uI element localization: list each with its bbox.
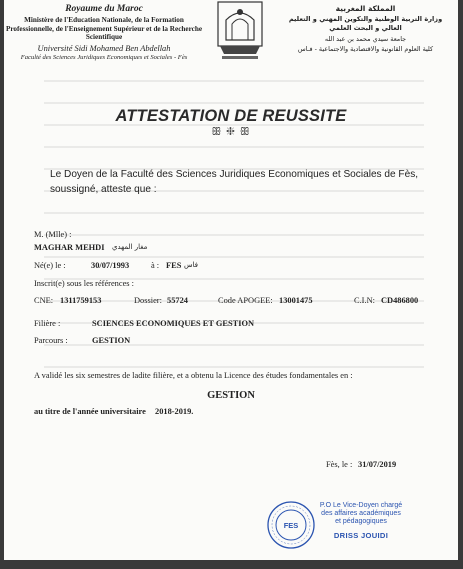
references-label: Inscrit(e) sous les références : <box>34 279 134 288</box>
faculty-fr: Faculté des Sciences Juridiques Economiques et Sociales - Fès <box>20 53 188 61</box>
cin-label: C.I.N: <box>354 296 375 305</box>
birth-place: FES <box>166 261 182 270</box>
diploma-field: GESTION <box>207 390 255 401</box>
signatory-name: DRISS JOUIDI <box>333 531 389 540</box>
signature-line-2: des affaires académiques <box>321 510 401 517</box>
header-right <box>283 4 448 53</box>
place-date-label: Fès, le : <box>326 460 353 469</box>
born-label: Né(e) le : <box>34 261 66 270</box>
parcours-label: Parcours : <box>34 336 68 345</box>
signature-block <box>316 502 406 540</box>
attestation-page <box>4 0 458 560</box>
at-label: à : <box>151 261 160 270</box>
cne-label: CNE: <box>34 296 54 305</box>
cne-value: 1311759153 <box>60 296 102 305</box>
university-logo-icon <box>214 0 266 62</box>
validation-text: A validé les six semestres de ladite filière, et a obtenu la Licence des études fondamentales en : <box>34 371 353 380</box>
birth-place-ar: فاس <box>184 261 199 269</box>
apogee-label: Code APOGEE: <box>218 296 273 305</box>
ministry-ar: وزارة التربية الوطنية والتكوين المهني و التعليم العالي و البحث العلمي <box>288 15 443 32</box>
signature-line-1: P.O Le Vice-Doyen chargé <box>319 502 403 509</box>
birth-date: 30/07/1993 <box>91 261 130 270</box>
university-fr: Université Sidi Mohamed Ben Abdellah <box>37 43 171 53</box>
ministry-fr: Ministère de l'Education Nationale, de la Formation Professionnelle, de l'Enseignement Supérieur et de la Recherche Scientifique <box>5 16 203 42</box>
apogee-value: 13001475 <box>279 296 313 305</box>
university-ar: جامعة سيدي محمد بن عبد الله <box>324 35 407 43</box>
year-label: au titre de l'année universitaire <box>34 407 146 416</box>
faculty-ar: كلية العلوم القانونية والاقتصادية والاجتماعية - فـاس <box>297 45 434 53</box>
filiere-value: SCIENCES ECONOMIQUES ET GESTION <box>92 319 255 328</box>
header-left <box>4 4 204 61</box>
stamp-text: FES <box>283 521 299 530</box>
kingdom-ar: المملكة المغربية <box>335 4 396 13</box>
parcours-value: GESTION <box>92 336 131 345</box>
title-ornament: ꕥ ❈ ꕥ <box>211 126 251 138</box>
intro-paragraph: Le Doyen de la Faculté des Sciences Juridiques Economiques et Sociales de Fès, soussigné, atteste que : <box>50 169 419 195</box>
kingdom-fr: Royaume du Maroc <box>65 4 143 14</box>
dossier-value: 55724 <box>167 296 188 305</box>
student-name: MAGHAR MEHDI <box>34 243 105 252</box>
academic-year: 2018-2019. <box>155 407 194 416</box>
faculty-stamp-icon <box>266 500 316 550</box>
cin-value: CD486800 <box>381 296 419 305</box>
filiere-label: Filière : <box>34 319 61 328</box>
issue-date: 31/07/2019 <box>358 460 397 469</box>
civility-label: M. (Mlle) : <box>34 230 72 239</box>
dossier-label: Dossier: <box>134 296 162 305</box>
document-title: ATTESTATION DE REUSSITE <box>115 107 347 125</box>
signature-line-3: et pédagogiques <box>335 518 387 525</box>
student-name-ar: مغار المهدي <box>112 243 148 251</box>
